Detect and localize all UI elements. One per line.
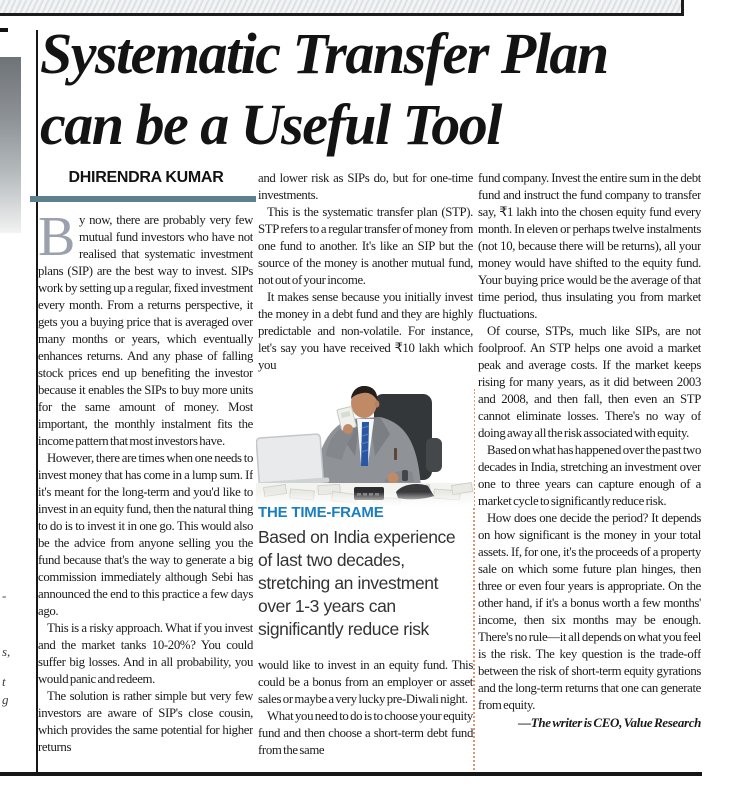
laptop <box>256 433 329 487</box>
paragraph: and lower risk as SIPs do, but for one-time investments. <box>258 171 473 202</box>
paragraph: Based on what has happened over the past two decades in India, stretching an investment over one to three years can capture enough of a market cycle to significantly reduce risk. <box>478 443 701 508</box>
text-fragment: g <box>2 692 9 707</box>
pocket-pen <box>394 448 397 460</box>
headline-line-1: Systematic Transfer Plan <box>40 21 608 86</box>
byline: DHIRENDRA KUMAR <box>68 169 224 186</box>
paragraph: It makes sense because you initially invest the money in a debt fund and they are highly predictable and non-volatile. For instance, let's say you have received ₹10 lakh which you <box>258 290 473 372</box>
left-edge-mark <box>0 28 8 32</box>
paragraph: Of course, STPs, much like SIPs, are not foolproof. An STP helps one avoid a market peak and average costs. If the market keeps rising for many years, as it did between 2003 and 2008, and then fall, then even an STP cannot eliminate losses. There's no way of doing away all the risk associated with equity. <box>478 324 701 440</box>
text-fragment: - <box>2 588 7 603</box>
wrist-watch <box>402 470 408 481</box>
drop-cap: B <box>38 212 76 268</box>
paragraph: However, there are times when one needs to invest money that has come in a lump sum. If it's meant for the long-term and you'd like to invest in an equity fund, then the natural thing to do is to invest it in one go. This would also be the advice from anyone selling you the fund because that's the way to generate a big commission immediately although Sebi has announced the end to this practice a few days ago. <box>38 451 253 618</box>
hand <box>343 424 353 434</box>
paragraph-text: y now, there are probably very few mutual fund investors who have not realised that systematic investment plans (SIP) are the best way to invest. SIPs work by setting up a regular, fixed investment every month. From a returns perspective, it gets you a buying price that is averaged over many months or years, which eventually enhances returns. And any phase of falling stock prices end up benefiting the investor because it enables the SIPs to buy more units for the same amount of money. Most important, the monthly instalment fits the income pattern that most investors have. <box>38 213 253 448</box>
resting-hand <box>388 473 399 484</box>
paragraph: fund company. Invest the entire sum in the debt fund and instruct the fund company to transfer say, ₹1 lakh into the chosen equity fund every month. In eleven or perhaps twelve instalments (not 10, because there will be returns), all your money would have shifted to the equity fund. Your buying price would be the average of that time period, thus insulating you from market fluctuations. <box>478 171 701 321</box>
article-column-1 <box>38 212 253 772</box>
paragraph: What you need to do is to choose your equity fund and then choose a short-term debt fund from the same <box>258 709 473 757</box>
adjacent-page-photo-fragment <box>0 57 21 233</box>
article-column-2-bottom <box>258 657 473 771</box>
paragraph <box>38 212 253 450</box>
time-frame-kicker: THE TIME-FRAME <box>258 504 384 521</box>
article-column-2-top <box>258 170 473 387</box>
paragraph: This is the systematic transfer plan (STP). STP refers to a regular transfer of money from one fund to another. It's like an SIP but the source of the money is another mutual fund, not out of your income. <box>258 205 473 287</box>
headline <box>40 18 705 160</box>
adjacent-column-text-fragments <box>0 588 33 773</box>
article-bottom-rule <box>0 772 702 776</box>
text-fragment: s, <box>2 644 11 659</box>
paragraph: How does one decide the period? It depends on how significant is the money in your total assets. If, for one, it's the proceeds of a property sale on which some future plan hinges, then three or even four years is appropriate. On the other hand, if it's a bonus worth a few months' income, then six months may be enough. There's no rule—it all depends on what you feel is the risk. The key question is the trade-off between the risk of short-term equity gyrations and the long-term returns that one can generate from equity. <box>478 511 701 712</box>
pull-quote: Based on India experience of last two decades, stretching an investment over 1-3 years can significantly reduce risk <box>258 527 456 639</box>
article-column-3 <box>478 170 701 771</box>
byline-rule <box>30 196 256 202</box>
headline-line-2: can be a Useful Tool <box>40 92 501 157</box>
page-top-edge <box>0 0 684 16</box>
text-fragment: t <box>2 674 6 689</box>
paragraph: The solution is rather simple but very few investors are aware of SIP's close cousin, which provides the same potential for higher returns <box>38 689 253 754</box>
paragraph: would like to invest in an equity fund. This could be a bonus from an employer or asset sales or maybe a very lucky pre-Diwali night. <box>258 658 473 706</box>
businessman-photo <box>256 386 474 506</box>
writer-signoff: —The writer is CEO, Value Research <box>518 715 701 730</box>
paragraph: This is a risky approach. What if you invest and the market tanks 10-20%? You could suffer big losses. And in all probability, you would panic and redeem. <box>38 621 253 686</box>
